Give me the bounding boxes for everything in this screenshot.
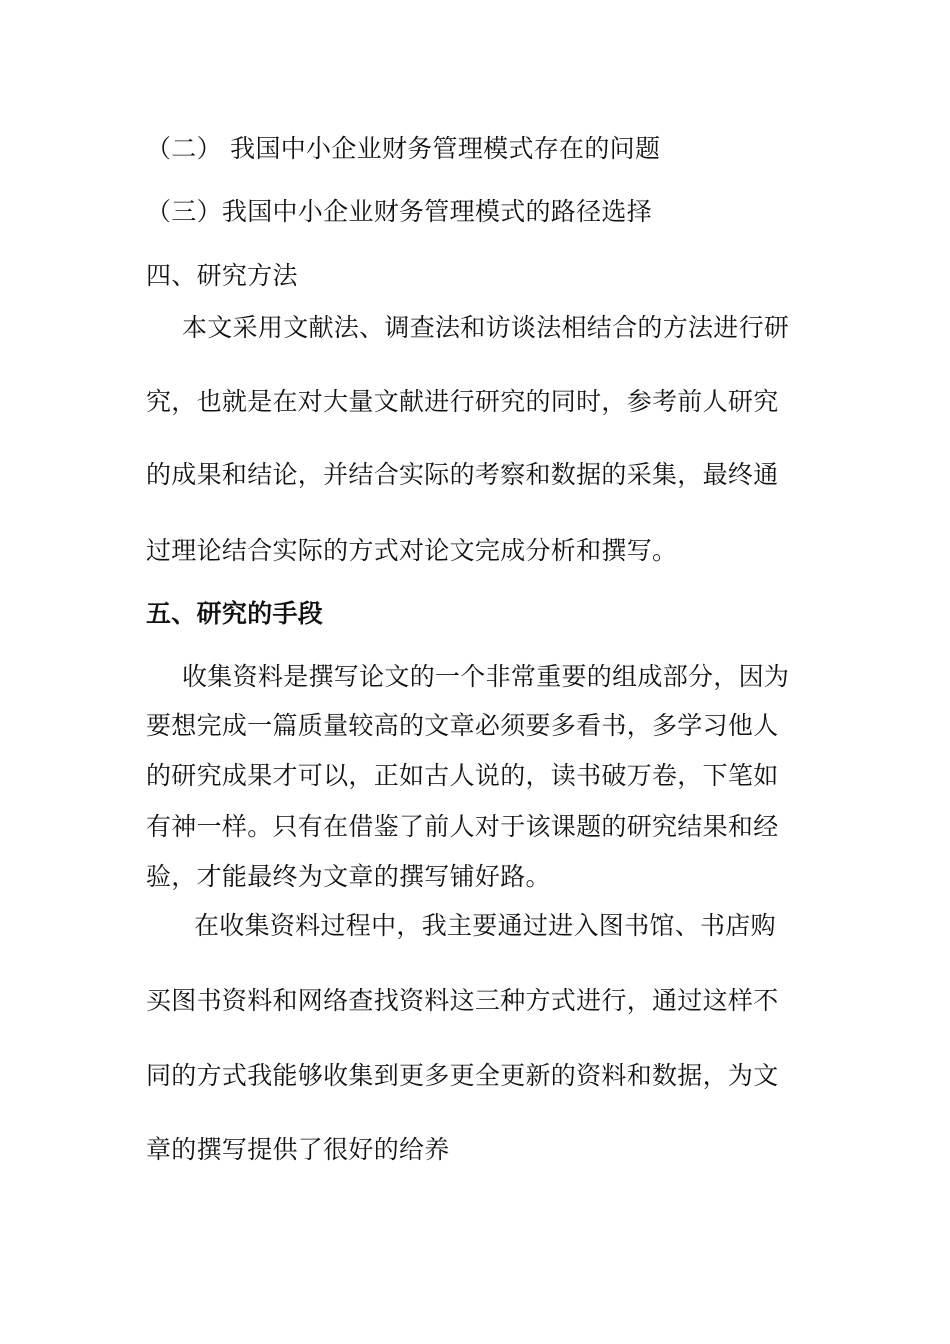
- section-5-para2-line: 章的撰写提供了很好的给养: [146, 1135, 450, 1164]
- section-5-para1-line: 验，才能最终为文章的撰写铺好路。: [146, 862, 551, 891]
- section-5-para1-line: 有神一样。只有在借鉴了前人对于该课题的研究结果和经: [146, 812, 779, 841]
- section-5-para2-line: 在收集资料过程中，我主要通过进入图书馆、书店购: [194, 911, 776, 940]
- section-5-para1-line: 收集资料是撰写论文的一个非常重要的组成部分，因为: [182, 662, 790, 691]
- section-5-para1-line: 要想完成一篇质量较高的文章必须要多看书，多学习他人: [146, 711, 779, 740]
- section-4-heading: 四、研究方法: [146, 261, 298, 290]
- section-4-line: 究，也就是在对大量文献进行研究的同时，参考前人研究: [146, 387, 779, 416]
- section-5-para2-line: 买图书资料和网络查找资料这三种方式进行，通过这样不: [146, 986, 779, 1015]
- section-4-line: 本文采用文献法、调查法和访谈法相结合的方法进行研: [182, 313, 790, 342]
- section-5-para1-line: 的研究成果才可以，正如古人说的，读书破万卷，下笔如: [146, 761, 779, 790]
- outline-item-3: （三）我国中小企业财务管理模式的路径选择: [146, 197, 653, 226]
- outline-item-2: （二） 我国中小企业财务管理模式存在的问题: [146, 134, 661, 163]
- section-5-para2-line: 同的方式我能够收集到更多更全更新的资料和数据，为文: [146, 1061, 779, 1090]
- section-5-heading: 五、研究的手段: [146, 599, 324, 628]
- section-4-line: 的成果和结论，并结合实际的考察和数据的采集，最终通: [146, 460, 779, 489]
- section-4-line: 过理论结合实际的方式对论文完成分析和撰写。: [146, 536, 678, 565]
